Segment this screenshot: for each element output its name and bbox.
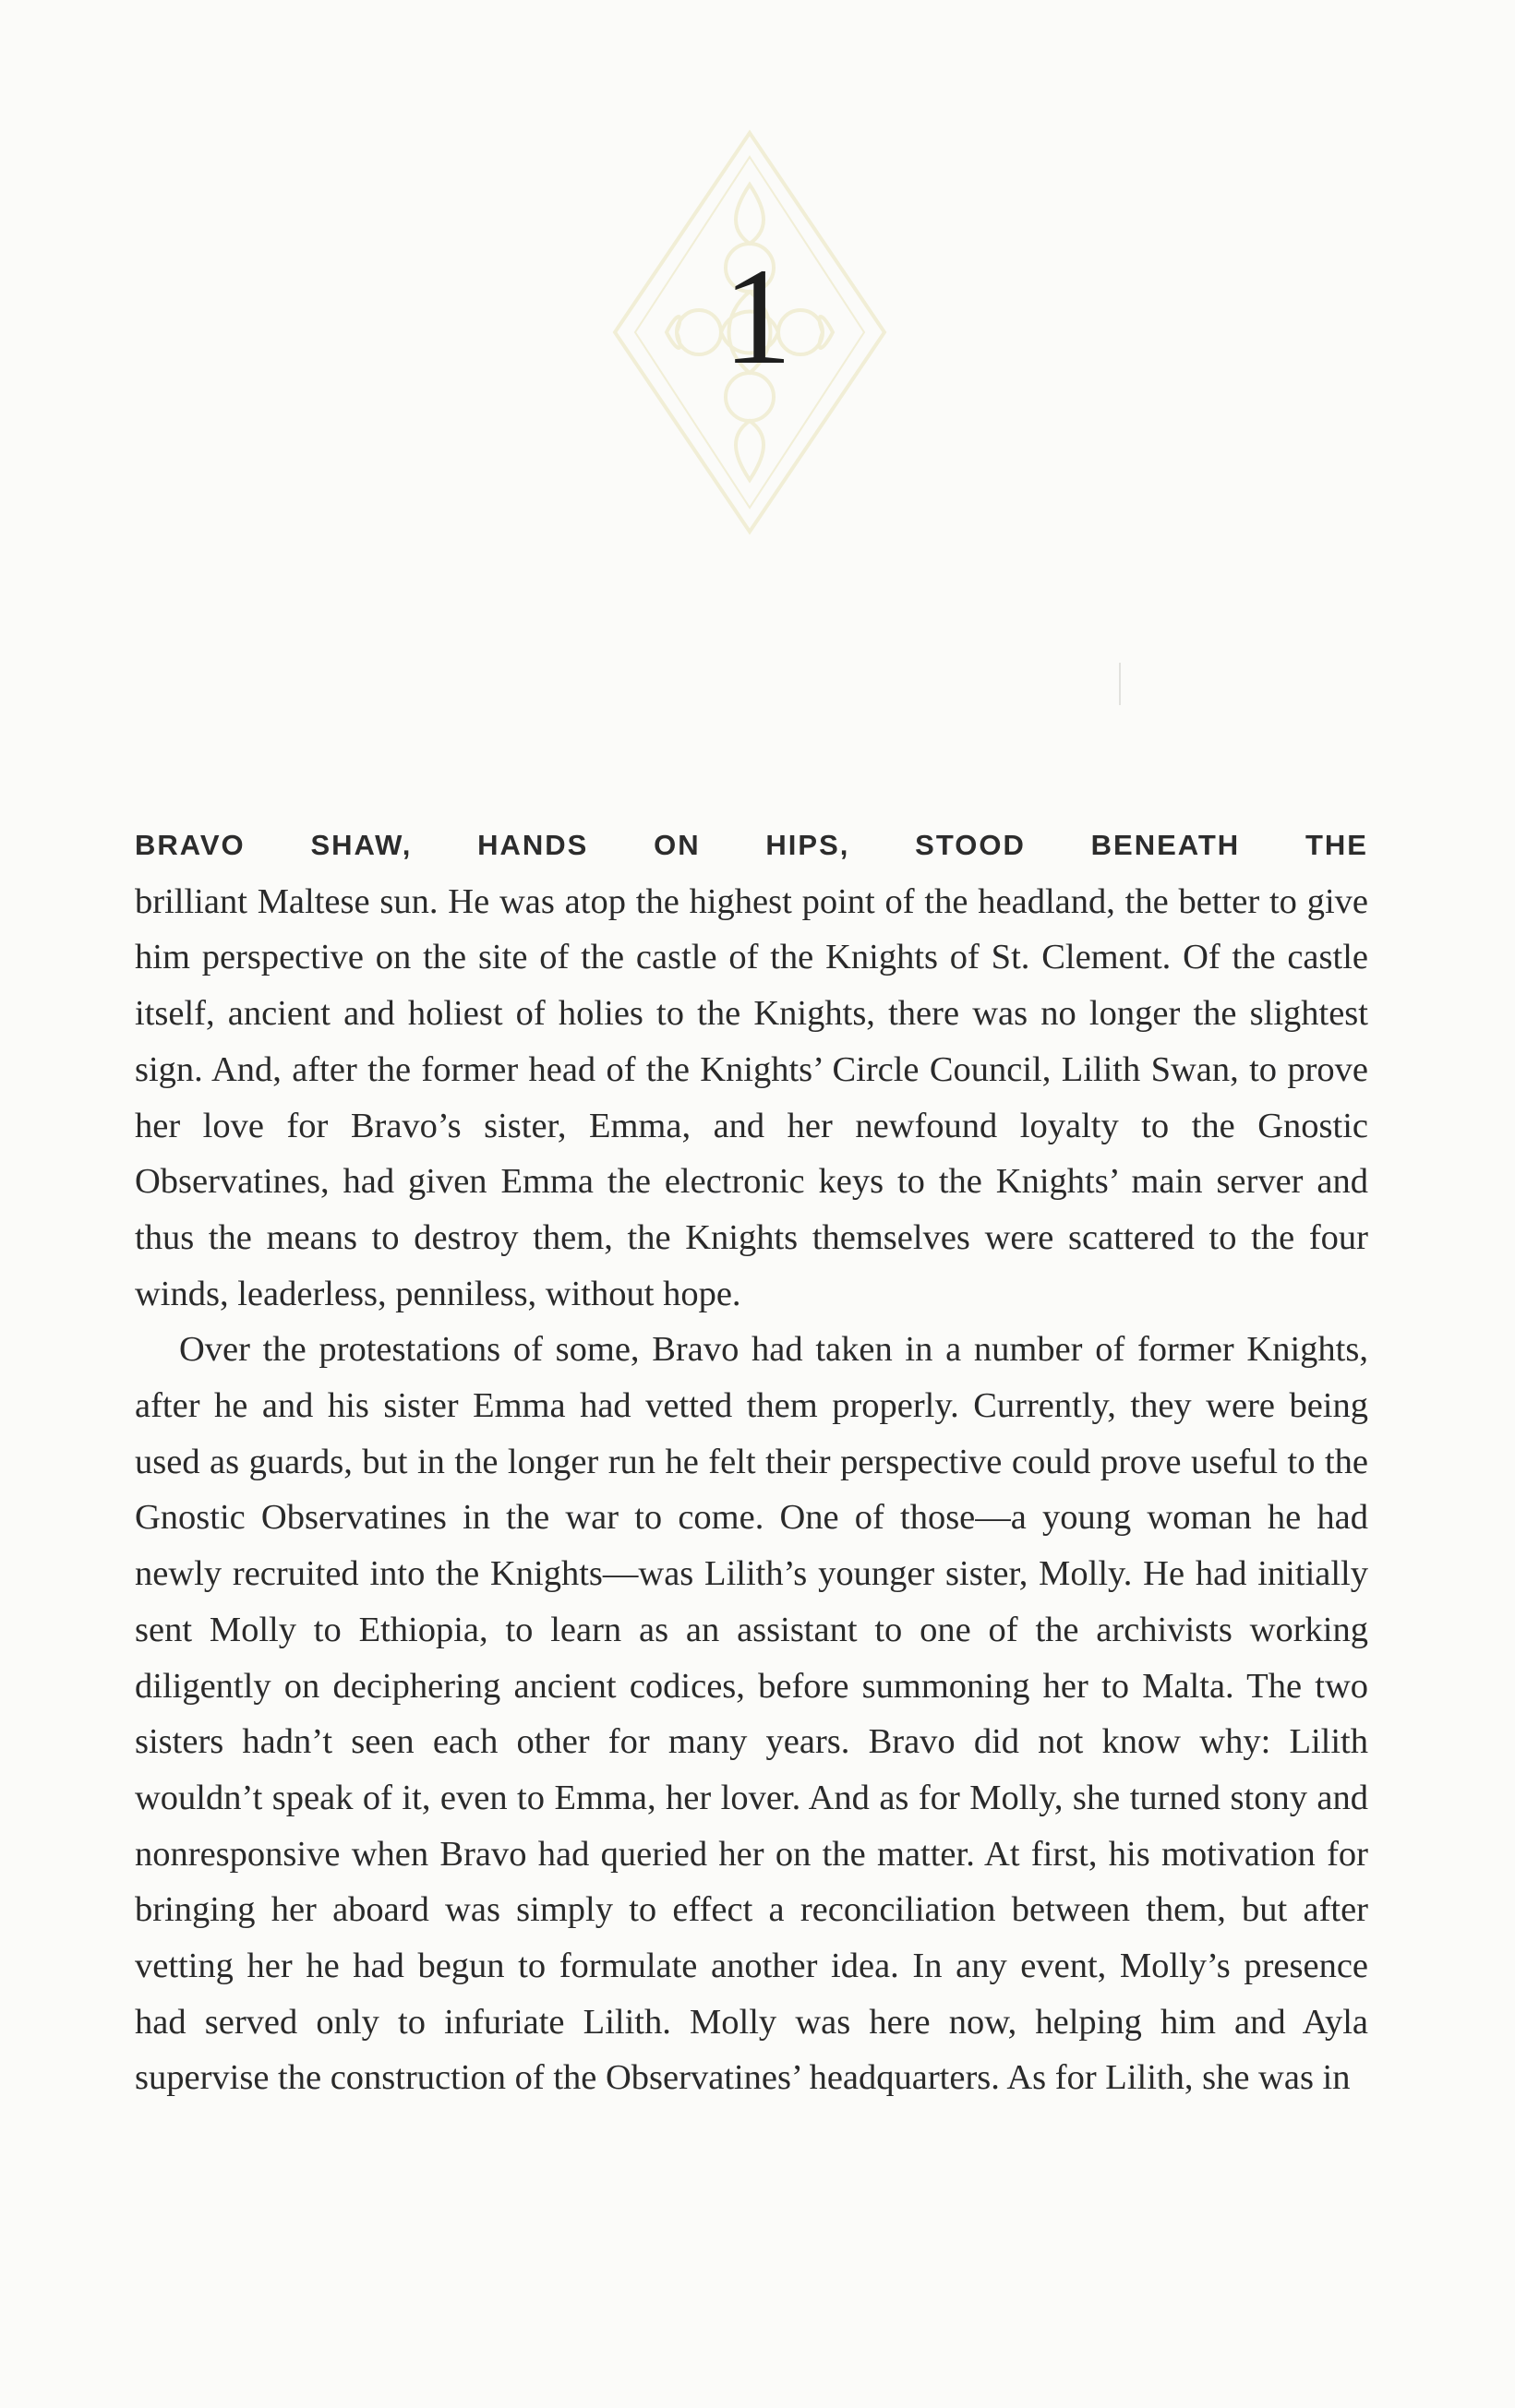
lead-word: ON xyxy=(654,829,701,861)
paragraph-1: brilliant Maltese sun. He was atop the highest point of the headland, the better to give him perspective on the site of the castle of the Knights of St. Clement. Of the castle itself, ancient and holiest of holies to the Knights, there was no longer the slightest sign. And, after the former head of the Knights’ Circle Council, Lilith Swan, to prove her love for Bravo’s sister, Emma, and her newfound loyalty to the Gnostic Observatines, had given Emma the electronic keys to the Knights’ main server and thus the means to destroy them, the Knights themselves were scattered to the four winds, leaderless, penniless, without hope. xyxy=(135,881,1368,1313)
lead-word: STOOD xyxy=(915,829,1026,861)
lead-word: BRAVO xyxy=(135,829,246,861)
chapter-opening-smallcaps xyxy=(135,816,1368,874)
page-speck xyxy=(1119,663,1121,705)
lead-word: THE xyxy=(1305,829,1368,861)
chapter-body-text xyxy=(135,816,1368,2106)
chapter-number: 1 xyxy=(723,240,792,393)
lead-word: HIPS, xyxy=(765,829,850,861)
lead-word: HANDS xyxy=(477,829,589,861)
lead-word: SHAW, xyxy=(310,829,413,861)
paragraph-2: Over the protestations of some, Bravo had taken in a number of former Knights, after he and his sister Emma had vetted them properly. Currently, they were being used as guards, but in the longer run he felt their perspective could prove useful to the Gnostic Observatines in the war to come. One of those—a young woman he had newly recruited into the Knights—was Lilith’s younger sister, Molly. He had initially sent Molly to Ethiopia, to learn as an assistant to one of the archivists working diligently on deciphering ancient codices, before summoning her to Malta. The two sisters hadn’t seen each other for many years. Bravo did not know why: Lilith wouldn’t speak of it, even to Emma, her lover. And as for Molly, she turned stony and nonresponsive when Bravo had queried her on the matter. At first, his motivation for bringing her aboard was simply to effect a reconciliation between them, but after vetting her he had begun to formulate another idea. In any event, Molly’s presence had served only to infuriate Lilith. Molly was here now, helping him and Ayla supervise the construction of the Observatines’ headquarters. As for Lilith, she was in xyxy=(135,1330,1368,2098)
lead-word: BENEATH xyxy=(1090,829,1241,861)
